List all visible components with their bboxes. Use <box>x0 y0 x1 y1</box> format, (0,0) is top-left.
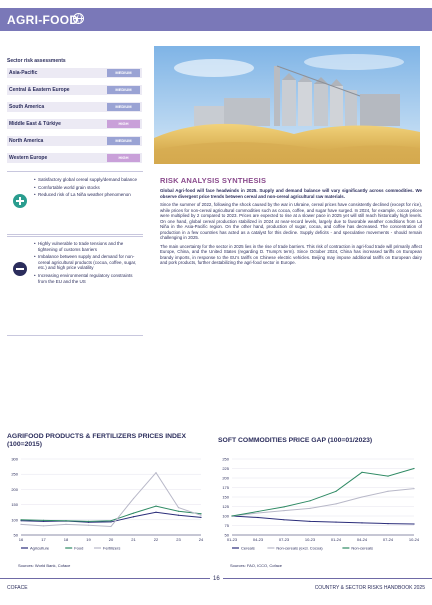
risk-region-label: Central & Eastern Europe <box>9 87 70 93</box>
risk-row <box>7 153 142 163</box>
chart-2 <box>218 455 425 557</box>
data-point <box>335 521 336 522</box>
strength-item: • Satisfactory global cereal supply/demand balance <box>34 177 142 183</box>
data-point <box>110 521 111 522</box>
footer-brand: COFACE <box>7 585 28 591</box>
synthesis-title: RISK ANALYSIS SYNTHESIS <box>160 176 267 185</box>
risk-region-label: Asia-Pacific <box>9 70 38 76</box>
data-point <box>283 519 284 520</box>
weakness-item: • Highly vulnerable to trade tensions and the tightening of customs barriers <box>34 241 142 252</box>
chart-2-title: SOFT COMMODITIES PRICE GAP (100=01/2023) <box>218 437 373 444</box>
weakness-item: • Increasing environmental regulatory constraints from the EU and the US <box>34 273 142 284</box>
y-tick-label: 200 <box>222 475 229 481</box>
risk-level-badge: MEDIUM <box>107 137 140 145</box>
risk-region-label: South America <box>9 104 45 110</box>
risk-row <box>7 102 142 112</box>
y-tick-label: 150 <box>11 502 18 508</box>
series-line <box>21 506 201 521</box>
risk-region-label: North America <box>9 138 44 144</box>
x-tick-label: 18 <box>63 537 69 542</box>
synthesis-body <box>160 188 422 269</box>
data-point <box>413 468 414 469</box>
legend-label: Fertilizers <box>103 545 121 551</box>
page-number: 16 <box>210 576 223 582</box>
data-point <box>110 520 111 521</box>
chart-1 <box>7 455 212 557</box>
data-point <box>20 524 21 525</box>
data-point <box>283 506 284 507</box>
data-point <box>361 472 362 473</box>
data-point <box>200 517 201 518</box>
x-tick-label: 04-24 <box>356 537 368 542</box>
data-point <box>309 500 310 501</box>
y-tick-label: 50 <box>13 532 18 538</box>
footer-publication: COUNTRY & SECTOR RISKS HANDBOOK 2025 <box>314 585 425 591</box>
risk-region-label: Western Europe <box>9 155 48 161</box>
x-tick-label: 07-23 <box>278 537 290 542</box>
strengths-box <box>7 171 143 235</box>
risk-row <box>7 68 142 78</box>
data-point <box>155 506 156 507</box>
y-tick-label: 100 <box>222 513 229 519</box>
risk-level-badge: HIGH <box>107 120 140 128</box>
x-tick-label: 07-24 <box>382 537 394 542</box>
data-point <box>43 525 44 526</box>
x-tick-label: 01-23 <box>226 537 238 542</box>
data-point <box>155 512 156 513</box>
weaknesses-list <box>34 241 142 286</box>
data-point <box>387 523 388 524</box>
y-tick-label: 200 <box>11 486 18 492</box>
risk-level-badge: MEDIUM <box>107 69 140 77</box>
data-point <box>200 515 201 516</box>
x-tick-label: 19 <box>86 537 91 542</box>
x-tick-label: 16 <box>18 537 24 542</box>
data-point <box>257 511 258 512</box>
data-point <box>65 524 66 525</box>
legend-label: Food <box>74 545 84 551</box>
risk-level-badge: HIGH <box>107 154 140 162</box>
data-point <box>387 476 388 477</box>
y-tick-label: 250 <box>222 456 229 462</box>
y-tick-label: 175 <box>222 485 229 490</box>
risk-row <box>7 136 142 146</box>
x-tick-label: 20 <box>108 537 114 542</box>
strength-item: • Reduced risk of La Niña weather phenomenon <box>34 192 142 198</box>
x-tick-label: 10-23 <box>304 537 316 542</box>
chart-1-source: Sources: World Bank, Coface <box>18 563 71 568</box>
strength-item: • Comfortable world grain stocks <box>34 185 142 191</box>
synthesis-lead: Global Agri-food will face headwinds in 2025. Supply and demand balance will vary significantly across commodities. We observe divergent price trends between cereal and non-cereal agricultural raw materials. <box>160 188 422 199</box>
data-point <box>309 508 310 509</box>
legend-label: Non-cereals <box>351 545 373 551</box>
y-tick-label: 150 <box>222 494 229 500</box>
data-point <box>283 510 284 511</box>
data-point <box>20 519 21 520</box>
risk-assessment-title: Sector risk assessments <box>7 58 66 64</box>
risk-level-badge: MEDIUM <box>107 103 140 111</box>
risk-region-label: Middle East & Türkiye <box>9 121 61 127</box>
data-point <box>335 503 336 504</box>
x-tick-label: 22 <box>153 537 159 542</box>
data-point <box>178 507 179 508</box>
data-point <box>335 491 336 492</box>
y-tick-label: 125 <box>222 504 229 509</box>
data-point <box>110 526 111 527</box>
y-tick-label: 50 <box>224 532 229 538</box>
grain-silos-photo <box>154 46 420 164</box>
data-point <box>155 472 156 473</box>
weakness-item: • Imbalance between supply and demand for non-cereal agricultural products (cocoa, coffee, sugar, etc.) and high price volatility <box>34 254 142 271</box>
globe-icon <box>73 13 84 24</box>
x-tick-label: 01-24 <box>330 537 342 542</box>
section-header <box>0 8 432 31</box>
data-point <box>309 521 310 522</box>
data-point <box>178 511 179 512</box>
series-line <box>232 469 414 517</box>
data-point <box>387 491 388 492</box>
section-title: AGRI-FOOD <box>7 13 79 27</box>
data-point <box>200 513 201 514</box>
y-tick-label: 250 <box>11 471 18 477</box>
data-point <box>88 521 89 522</box>
x-tick-label: 23 <box>176 537 181 542</box>
x-tick-label: 04-23 <box>252 537 264 542</box>
y-tick-label: 225 <box>222 466 229 471</box>
weaknesses-box <box>7 236 143 336</box>
data-point <box>133 516 134 517</box>
x-tick-label: 24 <box>198 537 204 542</box>
x-tick-label: 21 <box>131 537 136 542</box>
data-point <box>257 512 258 513</box>
data-point <box>133 513 134 514</box>
data-point <box>361 496 362 497</box>
risk-row <box>7 119 142 129</box>
risk-level-badge: MEDIUM <box>107 86 140 94</box>
chart-2-source: Sources: FAO, ICCO, Coface <box>230 563 283 568</box>
data-point <box>133 498 134 499</box>
series-line <box>232 489 414 516</box>
y-tick-label: 300 <box>11 456 18 462</box>
data-point <box>413 523 414 524</box>
chart-1-title: AGRIFOOD PRODUCTS & FERTILIZERS PRICES INDEX (100=2015) <box>7 433 186 448</box>
plus-icon <box>13 194 27 208</box>
strengths-list <box>34 177 142 200</box>
series-line <box>232 516 414 524</box>
minus-icon <box>13 262 27 276</box>
synthesis-paragraph-1: Since the summer of 2022, following the shock caused by the war in Ukraine, cereal prices have consistently declined (except for rice), while prices for non-cereal agricultural commodities such as cocoa, coffee, and sugar have surged. In 2024, for example, cocoa prices were multiplied by 2 compared to 2023. Prices are expected to rise at a slower pace in 2025 yet will still reach historically high levels. On one hand, global cereal production stabilized in 2024 at near-record levels, largely due to favorable weather conditions from La Niña in the Asia-Pacific region. On the other hand, production of sugar, cocoa, and coffee has decreased. The concentration of production in a few countries has acted as a catalyst for this decline. Supply deficits - and speculative movements - should remain challenging in 2025. <box>160 202 422 240</box>
data-point <box>257 517 258 518</box>
data-point <box>88 525 89 526</box>
legend-label: Cereals <box>241 545 255 551</box>
x-tick-label: 10-24 <box>408 537 420 542</box>
y-tick-label: 75 <box>224 523 229 528</box>
data-point <box>43 520 44 521</box>
data-point <box>65 520 66 521</box>
synthesis-paragraph-2: The main uncertainty for the sector in 2025 lies in the rise of trade barriers. This risk of contraction in agri-food trade will primarily affect Europe, China, and the United States (regarding D. Trump's term). Since October 2024, China has increased tariffs on European brandy imports, in response to the EU's tariffs on Chinese electric vehicles. Beijing may impose additional tariffs on European dairy and pork products, further destabilizing the agri-food sector in Europe. <box>160 243 422 265</box>
legend-label: Non-cereals (excl. Cocoa) <box>276 545 323 551</box>
legend-label: Agriculture <box>30 545 50 551</box>
data-point <box>178 515 179 516</box>
data-point <box>231 515 232 516</box>
series-line <box>21 473 201 527</box>
data-point <box>361 522 362 523</box>
y-tick-label: 100 <box>11 517 18 523</box>
data-point <box>413 488 414 489</box>
x-tick-label: 17 <box>41 537 46 542</box>
risk-row <box>7 85 142 95</box>
